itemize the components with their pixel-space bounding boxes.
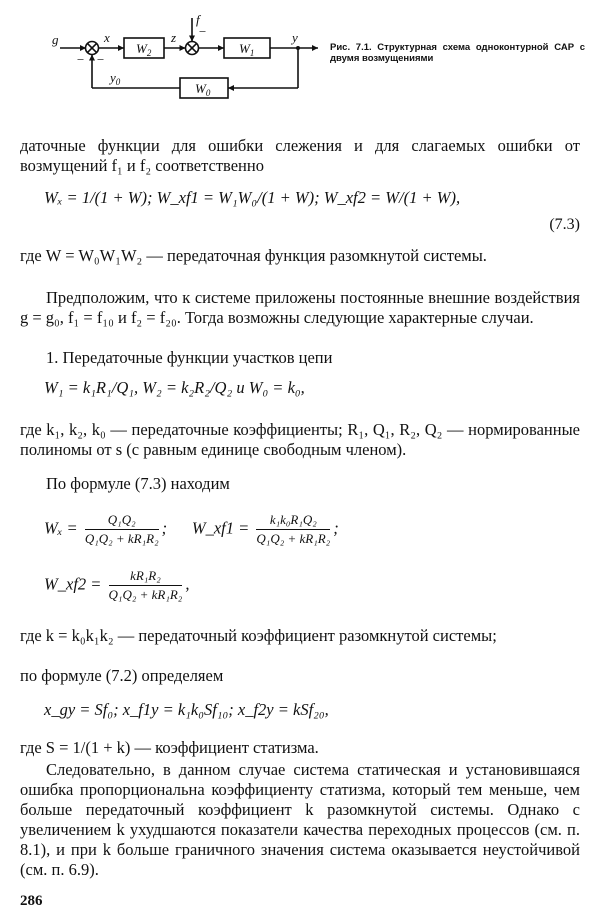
paragraph-2: где W = W₀W₁W₂ — передаточная функция разомкнутой системы. bbox=[20, 246, 487, 265]
eq-wx-lhs: Wₓ = bbox=[44, 518, 78, 538]
fraction-wxf1: $\frac{\text{k₁k₀R₁Q₂}}{\text{Q₁Q₂ + kR₁R₂}}$ bbox=[256, 512, 331, 546]
label-y0: $y_0$ bbox=[110, 70, 121, 87]
block-W0: $W_0$ bbox=[195, 81, 211, 98]
equation-transfer-functions: W₁ = k₁R₁/Q₁, W₂ = k₂R₂/Q₂ и W₀ = k₀, bbox=[44, 378, 305, 397]
eq-wxf2-lhs: W_xf2 = bbox=[44, 574, 102, 594]
block-diagram bbox=[40, 8, 330, 108]
minus-sign-3: − bbox=[198, 24, 207, 39]
label-y: y bbox=[292, 30, 298, 45]
paragraph-6: По формуле (7.3) находим bbox=[46, 474, 230, 493]
equation-7-3: Wₓ = 1/(1 + W); W_xf1 = W₁W₀/(1 + W); W_xf2 = W/(1 + W), bbox=[44, 188, 461, 207]
paragraph-5: где k₁, k₂, k₀ — передаточные коэффициенты; R₁, Q₁, R₂, Q₂ — нормированные полиномы от s (с равным единице свободным членом). bbox=[20, 420, 580, 459]
paragraph-8: по формуле (7.2) определяем bbox=[20, 666, 224, 685]
paragraph-3: Предположим, что к системе приложены постоянные внешние воздействия g = g₀, f₁ = f₁₀ и f₂ = f₂₀. Тогда возможны следующие характерные случаи. bbox=[20, 288, 580, 327]
label-z: z bbox=[171, 30, 177, 45]
paragraph-10: Следовательно, в данном случае система статическая и установившаяся ошибка пропорциональна коэффициенту статизма, который тем меньше, чем больше передаточный коэффициент k разомкнутой системы. Однако с увеличением k ухудшаются показатели качества переходных процессов (см. п. 8.1), и при k больше граничного значения система оказывается неустойчивой (см. п. 6.9). bbox=[20, 760, 580, 879]
block-W2: $W_2$ bbox=[136, 41, 152, 58]
paragraph-9: где S = 1/(1 + k) — коэффициент статизма. bbox=[20, 738, 319, 757]
label-x: x bbox=[104, 30, 110, 45]
minus-sign-1: − bbox=[96, 52, 105, 67]
page-number: 286 bbox=[20, 893, 43, 909]
label-g: g bbox=[52, 32, 59, 47]
figure-caption: Рис. 7.1. Структурная схема одноконтурной САР с двумя возмущениями bbox=[330, 42, 585, 64]
label-f: f bbox=[196, 12, 200, 27]
equation-errors: x_gy = Sf₀; x_f1y = k₁k₀Sf₁₀; x_f2y = kSf₂₀, bbox=[44, 700, 329, 719]
equation-wxf2: W_xf2 = $\frac{\text{kR₁R₂}}{\text{Q₁Q₂ + kR₁R₂}}$ , bbox=[44, 568, 190, 602]
block-W1: $W_1$ bbox=[239, 41, 255, 58]
equation-number-7-3: (7.3) bbox=[549, 216, 580, 233]
fraction-wx: $\frac{\text{Q₁Q₂}}{\text{Q₁Q₂ + kR₁R₂}}$ bbox=[84, 512, 159, 546]
eq-wxf1-lhs: W_xf1 = bbox=[191, 518, 250, 538]
paragraph-1: даточные функции для ошибки слежения и для слагаемых ошибки от возмущений f₁ и f₂ соответственно bbox=[20, 136, 580, 175]
paragraph-4: 1. Передаточные функции участков цепи bbox=[46, 348, 333, 367]
equation-wx: Wₓ = $\frac{\text{Q₁Q₂}}{\text{Q₁Q₂ + kR₁R₂}}$ ; W_xf1 = $\frac{\text{k₁k₀R₁Q₂}}{\text{Q₁Q₂ + kR₁R₂}}$ ; bbox=[44, 512, 339, 546]
fraction-wxf2: $\frac{\text{kR₁R₂}}{\text{Q₁Q₂ + kR₁R₂}}$ bbox=[108, 568, 183, 602]
paragraph-7: где k = k₀k₁k₂ — передаточный коэффициент разомкнутой системы; bbox=[20, 626, 497, 645]
minus-sign-2: − bbox=[76, 52, 85, 67]
